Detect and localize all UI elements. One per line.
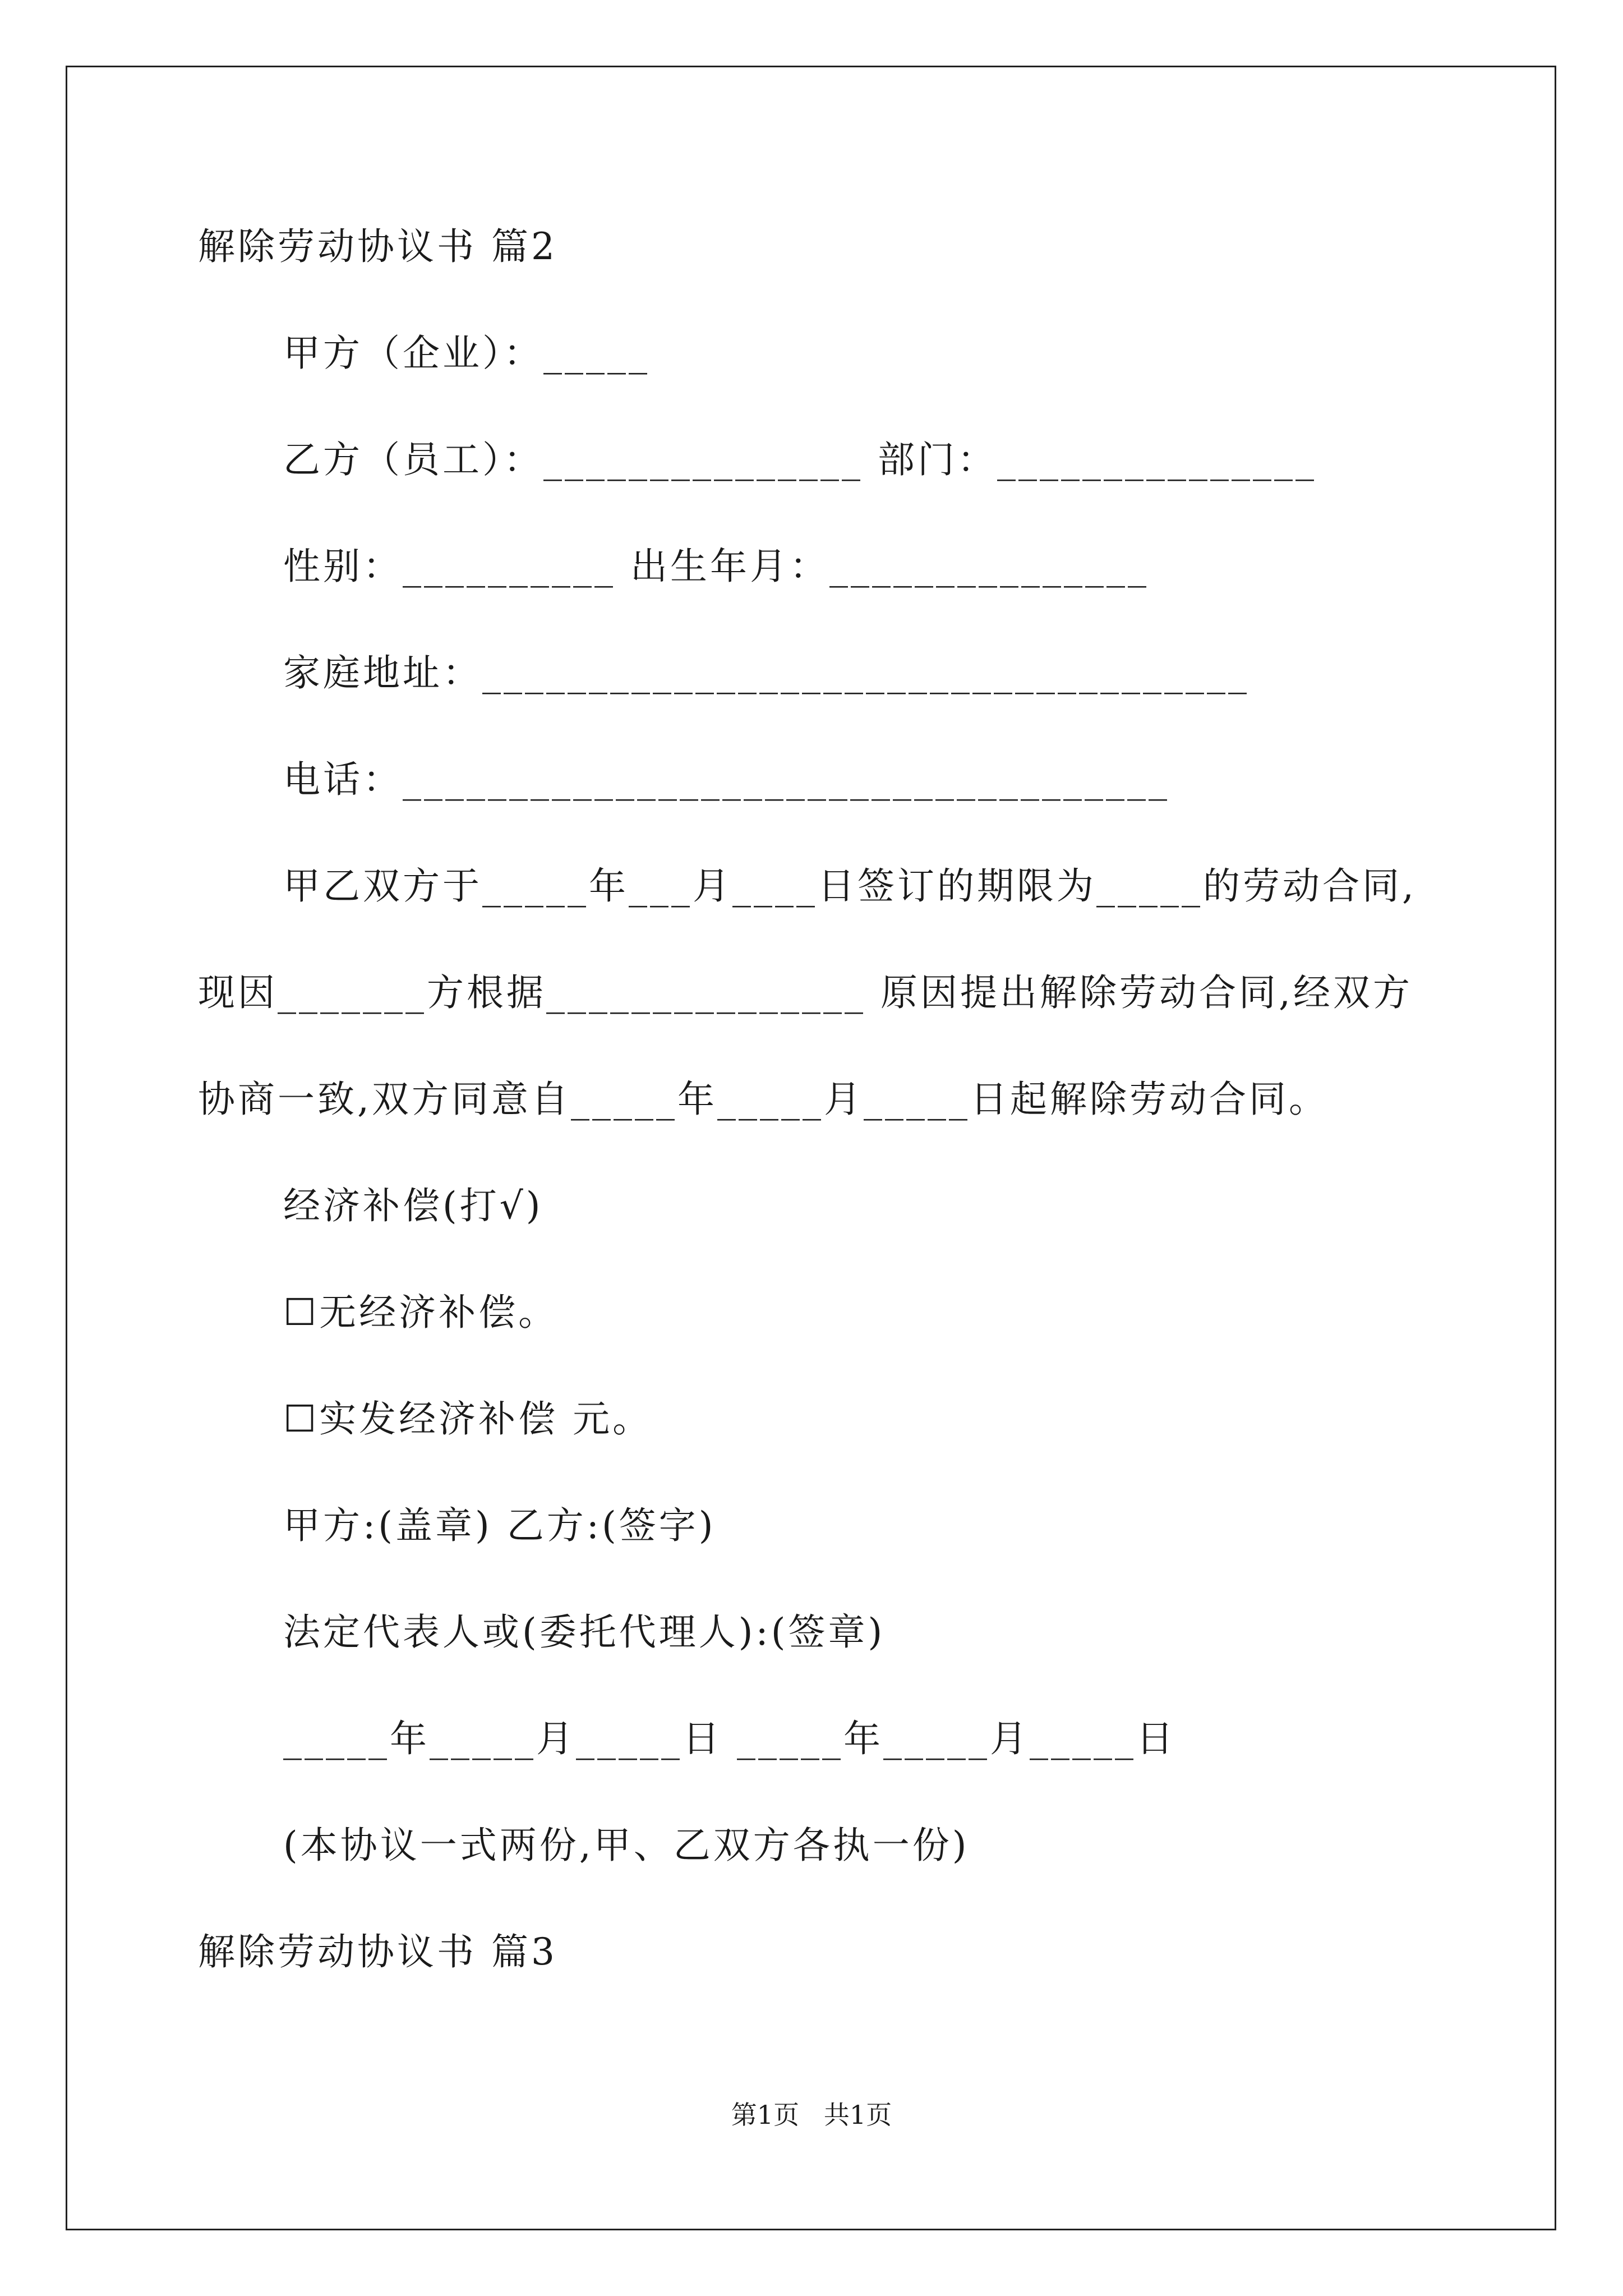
party-b-field: 乙方（员工）：_______________ 部门：_______________ bbox=[283, 438, 1317, 481]
address-field: 家庭地址：____________________________________ bbox=[283, 651, 1249, 694]
checkbox-option-no-compensation: ☐无经济补偿。 bbox=[283, 1291, 559, 1334]
section-heading: 解除劳动协议书 篇3 bbox=[198, 1930, 557, 1973]
date-line: _____年_____月_____日 _____年_____月_____日 bbox=[283, 1717, 1176, 1760]
page-border bbox=[66, 66, 1556, 2230]
body-paragraph-line: 现因_______方根据_______________ 原因提出解除劳动合同,经双方 bbox=[198, 971, 1413, 1014]
signature-line: 甲方:(盖章) 乙方:(签字) bbox=[283, 1504, 716, 1547]
gender-birth-field: 性别：__________ 出生年月：_______________ bbox=[283, 545, 1149, 588]
checkbox-option-paid-compensation: ☐实发经济补偿 元。 bbox=[283, 1397, 653, 1441]
compensation-title: 经济补偿(打√) bbox=[283, 1184, 543, 1227]
body-paragraph-line: 协商一致,双方同意自_____年_____月_____日起解除劳动合同。 bbox=[198, 1078, 1329, 1121]
body-paragraph-line: 甲乙双方于_____年___月____日签订的期限为_____的劳动合同, bbox=[283, 864, 1417, 908]
section-heading: 解除劳动协议书 篇2 bbox=[198, 225, 557, 268]
party-a-field: 甲方（企业）：_____ bbox=[283, 332, 650, 375]
phone-field: 电话：____________________________________ bbox=[283, 758, 1170, 801]
copies-note: (本协议一式两份,甲、乙双方各执一份) bbox=[283, 1824, 970, 1867]
representative-line: 法定代表人或(委托代理人):(签章) bbox=[283, 1611, 886, 1654]
page-footer: 第1页 共1页 bbox=[731, 2100, 892, 2130]
